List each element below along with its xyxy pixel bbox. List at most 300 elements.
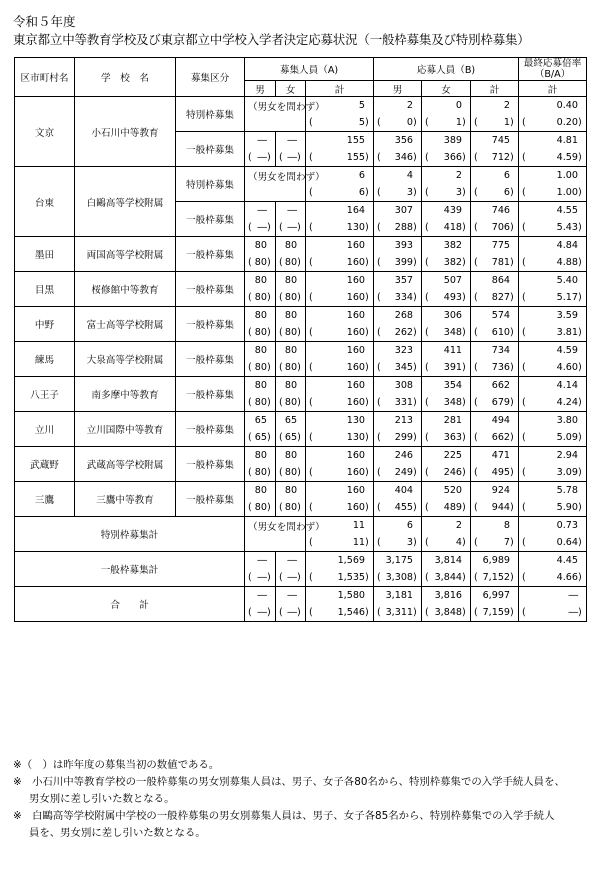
prev-cap-male [245, 429, 276, 447]
paren-close: ) [510, 397, 514, 408]
prev-app-female [422, 569, 471, 587]
district-cell [15, 447, 75, 482]
prev-cap-male-value: 80 [254, 467, 267, 478]
prev-ratio [519, 149, 587, 167]
col-app-male [374, 81, 422, 97]
paren-close: ) [297, 362, 301, 373]
paren-open: ( [248, 362, 252, 373]
cap-female [276, 202, 306, 220]
category-general: 一般枠募集 [186, 460, 234, 471]
prev-app-female [422, 394, 471, 412]
prev-cap-total [306, 464, 374, 482]
table-row [15, 412, 587, 430]
paren-open: ( [425, 432, 429, 443]
cap-total [306, 342, 374, 360]
app-total-value: 6,989 [482, 555, 511, 566]
app-female-value: 0 [455, 100, 463, 111]
prev-app-total [471, 499, 519, 517]
app-female [422, 447, 471, 465]
col-cap-total [306, 81, 374, 97]
paren-close: ) [510, 362, 514, 373]
either-label: （男女を問わず） [248, 101, 325, 113]
prev-cap-total-value: 160 [346, 292, 366, 303]
either-label: （男女を問わず） [248, 171, 325, 183]
app-female [422, 202, 471, 220]
col-ratio-label: 最終応募倍率 [523, 58, 582, 69]
prev-cap-total-value: 11 [352, 537, 366, 548]
category-cell [176, 377, 245, 412]
paren-close: ) [462, 467, 466, 478]
app-total [471, 412, 519, 430]
prev-cap-total-value: 155 [346, 152, 366, 163]
prev-ratio-value: 5.09 [556, 432, 579, 443]
cap-female-value: 80 [284, 240, 298, 251]
paren-open: ( [474, 257, 478, 268]
app-total [471, 202, 519, 220]
prev-app-total [471, 359, 519, 377]
school-cell [75, 167, 176, 237]
paren-open: ( [279, 152, 283, 163]
paren-close: ) [510, 187, 514, 198]
prev-app-total-value: 495 [491, 467, 511, 478]
prev-app-female [422, 289, 471, 307]
paren-close: ) [413, 502, 417, 513]
ratio [519, 412, 587, 430]
prev-app-total [471, 324, 519, 342]
prev-app-male-value: 288 [394, 222, 414, 233]
app-female-value: 507 [443, 275, 463, 286]
prev-cap-total [306, 569, 374, 587]
prev-app-female-value: 489 [443, 502, 463, 513]
paren-open: ( [522, 432, 526, 443]
prev-cap-female [276, 324, 306, 342]
prev-app-male [374, 324, 422, 342]
prev-app-total [471, 604, 519, 622]
paren-close: ) [365, 467, 369, 478]
prev-app-male [374, 219, 422, 237]
female-label: 女 [285, 84, 296, 96]
category-cell [176, 237, 245, 272]
app-total [471, 132, 519, 150]
paren-open: ( [425, 152, 429, 163]
paren-close: ) [413, 327, 417, 338]
prev-app-total-value: 944 [491, 502, 511, 513]
prev-cap-male [245, 149, 276, 167]
table-row [15, 97, 587, 115]
paren-close: ) [413, 117, 417, 128]
paren-open: ( [425, 572, 429, 583]
paren-close: ) [297, 222, 301, 233]
prev-app-male-value: 3,308 [385, 572, 414, 583]
paren-open: ( [248, 222, 252, 233]
paren-open: ( [425, 327, 429, 338]
ratio [519, 97, 587, 115]
prev-cap-female [276, 569, 306, 587]
district-name: 中野 [34, 320, 55, 331]
prev-cap-male-value: ― [257, 572, 267, 583]
cap-total-value: 1,580 [337, 590, 366, 601]
cap-male [245, 552, 276, 570]
paren-close: ) [267, 257, 271, 268]
special-total-label: 特別枠募集計 [100, 530, 159, 541]
app-total [471, 167, 519, 185]
blank-cell [276, 534, 306, 552]
app-female-value: 389 [443, 135, 463, 146]
paren-close: ) [413, 152, 417, 163]
app-female-value: 411 [443, 345, 463, 356]
prev-cap-female-value: 80 [284, 397, 298, 408]
paren-open: ( [309, 397, 313, 408]
prev-ratio [519, 604, 587, 622]
total-label: 計 [547, 84, 558, 96]
prev-cap-male [245, 254, 276, 272]
paren-close: ) [267, 572, 271, 583]
prev-ratio [519, 359, 587, 377]
app-male-value: 4 [406, 170, 414, 181]
prev-app-total [471, 429, 519, 447]
col-school [75, 58, 176, 97]
ratio-value: 4.84 [556, 240, 579, 251]
prev-cap-total-value: 1,546 [337, 607, 366, 618]
app-total-value: 662 [491, 380, 511, 391]
prev-cap-total [306, 604, 374, 622]
prev-app-female [422, 604, 471, 622]
prev-app-male-value: 331 [394, 397, 414, 408]
app-female [422, 377, 471, 395]
prev-ratio [519, 499, 587, 517]
cap-total-value: 130 [346, 415, 366, 426]
paren-close: ) [267, 397, 271, 408]
prev-app-total [471, 254, 519, 272]
paren-close: ) [510, 117, 514, 128]
prev-cap-male [245, 604, 276, 622]
header-row [15, 58, 587, 81]
ratio [519, 132, 587, 150]
cap-total [306, 202, 374, 220]
prev-app-male [374, 254, 422, 272]
ratio [519, 447, 587, 465]
app-male [374, 377, 422, 395]
category-general: 一般枠募集 [186, 215, 234, 226]
paren-close: ) [365, 257, 369, 268]
app-total [471, 237, 519, 255]
cap-total-value: 160 [346, 450, 366, 461]
prev-cap-total-value: 130 [346, 432, 366, 443]
cap-male-value: 80 [254, 240, 267, 251]
paren-open: ( [279, 362, 283, 373]
paren-open: ( [425, 397, 429, 408]
prev-ratio-value: 5.43 [556, 222, 579, 233]
district-name: 三鷹 [34, 495, 55, 506]
paren-close: ) [365, 222, 369, 233]
cap-total [306, 377, 374, 395]
paren-open: ( [474, 327, 478, 338]
school-cell [75, 482, 176, 517]
paren-open: ( [377, 432, 381, 443]
paren-close: ) [297, 572, 301, 583]
table-row [15, 272, 587, 290]
prev-cap-total [306, 289, 374, 307]
prev-app-total-value: 706 [491, 222, 511, 233]
prev-ratio [519, 534, 587, 552]
prev-app-total-value: 712 [491, 152, 511, 163]
paren-open: ( [522, 327, 526, 338]
ratio-value: 3.80 [556, 415, 579, 426]
cap-total [306, 552, 374, 570]
cap-female [276, 342, 306, 360]
prev-cap-male [245, 464, 276, 482]
prev-cap-total [306, 394, 374, 412]
prev-app-male-value: 3 [406, 187, 414, 198]
cap-female [276, 307, 306, 325]
paren-close: ) [510, 537, 514, 548]
prev-app-total-value: 7,152 [482, 572, 511, 583]
prev-app-male-value: 334 [394, 292, 414, 303]
cap-male-value: ― [257, 205, 267, 216]
prev-app-male [374, 394, 422, 412]
paren-open: ( [377, 572, 381, 583]
paren-open: ( [248, 397, 252, 408]
prev-app-male [374, 359, 422, 377]
paren-open: ( [279, 327, 283, 338]
paren-open: ( [377, 467, 381, 478]
paren-close: ) [578, 607, 582, 618]
prev-app-female-value: 3,848 [434, 607, 463, 618]
app-female [422, 237, 471, 255]
paren-close: ) [578, 397, 582, 408]
paren-close: ) [413, 607, 417, 618]
paren-open: ( [309, 187, 313, 198]
prev-ratio [519, 184, 587, 202]
prev-app-female-value: 418 [443, 222, 463, 233]
paren-close: ) [297, 467, 301, 478]
ratio-value: 4.14 [556, 380, 579, 391]
cap-male [245, 237, 276, 255]
prev-app-male-value: 262 [394, 327, 414, 338]
either-gender-note [245, 167, 325, 185]
district-cell [15, 377, 75, 412]
paren-open: ( [377, 222, 381, 233]
prev-cap-female-value: 80 [284, 327, 298, 338]
cap-total-value: 160 [346, 485, 366, 496]
paren-close: ) [297, 292, 301, 303]
paren-close: ) [365, 187, 369, 198]
prev-app-total-value: 7 [503, 537, 511, 548]
prev-ratio-value: 0.64 [556, 537, 579, 548]
col-cap-female [276, 81, 306, 97]
school-cell [75, 237, 176, 272]
app-total-value: 734 [491, 345, 511, 356]
prev-cap-total-value: 160 [346, 362, 366, 373]
school-name: 三鷹中等教育 [96, 495, 154, 506]
prev-app-female-value: 493 [443, 292, 463, 303]
app-total [471, 447, 519, 465]
prev-app-male-value: 249 [394, 467, 414, 478]
ratio-value: ― [568, 590, 579, 601]
cap-total-value: 160 [346, 380, 366, 391]
prev-app-total [471, 289, 519, 307]
total-row [15, 587, 587, 605]
paren-close: ) [510, 257, 514, 268]
app-total-value: 924 [491, 485, 511, 496]
paren-open: ( [474, 397, 478, 408]
prev-app-male [374, 604, 422, 622]
district-cell [15, 307, 75, 342]
prev-cap-female [276, 499, 306, 517]
prev-app-female-value: 348 [443, 397, 463, 408]
school-cell [75, 342, 176, 377]
paren-open: ( [425, 292, 429, 303]
paren-open: ( [279, 222, 283, 233]
app-female [422, 307, 471, 325]
prev-cap-female-value: 80 [284, 257, 298, 268]
prev-app-female-value: 391 [443, 362, 463, 373]
paren-open: ( [474, 362, 478, 373]
fiscal-year: 令和５年度 [13, 14, 76, 29]
school-name: 大泉高等学校附属 [86, 355, 164, 366]
prev-ratio [519, 569, 587, 587]
paren-close: ) [510, 502, 514, 513]
prev-cap-male [245, 394, 276, 412]
app-male-value: 3,175 [385, 555, 414, 566]
prev-app-female [422, 114, 471, 132]
prev-ratio-value: 4.59 [556, 152, 579, 163]
prev-app-total-value: 736 [491, 362, 511, 373]
district-name: 立川 [34, 425, 55, 436]
paren-open: ( [474, 187, 478, 198]
prev-cap-female [276, 394, 306, 412]
grand-total-label: 合 計 [110, 600, 149, 611]
app-female-value: 225 [443, 450, 463, 461]
prev-app-male [374, 114, 422, 132]
app-total-value: 494 [491, 415, 511, 426]
paren-open: ( [522, 537, 526, 548]
blank-cell [245, 114, 276, 132]
cap-male [245, 307, 276, 325]
district-name: 八王子 [30, 390, 59, 401]
cap-total [306, 412, 374, 430]
prev-ratio [519, 324, 587, 342]
table-row [15, 307, 587, 325]
prev-cap-female [276, 429, 306, 447]
paren-close: ) [462, 397, 466, 408]
app-female-value: 3,814 [434, 555, 463, 566]
school-name: 南多摩中等教育 [91, 390, 159, 401]
ratio [519, 237, 587, 255]
paren-close: ) [462, 362, 466, 373]
prev-app-total [471, 219, 519, 237]
prev-cap-female [276, 464, 306, 482]
app-total-value: 6,997 [482, 590, 511, 601]
app-female-value: 3,816 [434, 590, 463, 601]
school-name: 桜修館中等教育 [91, 285, 159, 296]
note-3-cont: 員を、男女別に差し引いた数となる。 [29, 827, 206, 839]
app-total-value: 864 [491, 275, 511, 286]
ratio [519, 272, 587, 290]
prev-app-total [471, 394, 519, 412]
cap-female [276, 447, 306, 465]
paren-close: ) [365, 572, 369, 583]
paren-open: ( [377, 257, 381, 268]
app-male-value: 246 [394, 450, 414, 461]
category-cell [176, 202, 245, 237]
app-male [374, 517, 422, 535]
paren-open: ( [248, 572, 252, 583]
male-label: 男 [255, 84, 265, 96]
paren-close: ) [365, 327, 369, 338]
app-total-value: 8 [503, 520, 511, 531]
cap-female-value: 80 [284, 380, 298, 391]
school-cell [75, 412, 176, 447]
ratio-value: 2.94 [556, 450, 579, 461]
prev-cap-total-value: 1,535 [337, 572, 366, 583]
paren-close: ) [462, 187, 466, 198]
cap-male-value: 80 [254, 450, 267, 461]
app-male [374, 342, 422, 360]
paren-open: ( [248, 607, 252, 618]
paren-close: ) [462, 502, 466, 513]
prev-cap-total [306, 219, 374, 237]
paren-open: ( [309, 467, 313, 478]
paren-open: ( [279, 292, 283, 303]
prev-app-male-value: 455 [394, 502, 414, 513]
total-row [15, 552, 587, 570]
district-name: 目黒 [34, 285, 55, 296]
paren-open: ( [377, 187, 381, 198]
col-category [176, 58, 245, 97]
paren-open: ( [474, 537, 478, 548]
prev-cap-male-value: 80 [254, 257, 267, 268]
app-female-value: 281 [443, 415, 463, 426]
app-female [422, 272, 471, 290]
prev-app-total-value: 781 [491, 257, 511, 268]
paren-close: ) [462, 292, 466, 303]
school-cell [75, 377, 176, 412]
app-female [422, 517, 471, 535]
paren-close: ) [578, 152, 582, 163]
cap-female [276, 587, 306, 605]
paren-close: ) [267, 222, 271, 233]
prev-cap-female [276, 604, 306, 622]
prev-app-male-value: 3 [406, 537, 414, 548]
paren-open: ( [248, 292, 252, 303]
cap-female [276, 482, 306, 500]
prev-cap-male-value: ― [257, 222, 267, 233]
school-cell [75, 307, 176, 342]
prev-app-female-value: 3 [455, 187, 463, 198]
prev-ratio [519, 429, 587, 447]
paren-close: ) [510, 572, 514, 583]
paren-open: ( [279, 257, 283, 268]
col-ratio [519, 58, 587, 81]
category-cell [176, 482, 245, 517]
prev-app-female [422, 464, 471, 482]
prev-cap-total [306, 149, 374, 167]
paren-open: ( [522, 257, 526, 268]
paren-close: ) [578, 502, 582, 513]
prev-ratio-value: 3.09 [556, 467, 579, 478]
blank-cell [276, 114, 306, 132]
total-label-cell [15, 552, 245, 587]
ratio [519, 587, 587, 605]
cap-male-value: ― [257, 590, 267, 601]
paren-open: ( [309, 607, 313, 618]
district-name: 文京 [34, 127, 55, 139]
paren-open: ( [474, 432, 478, 443]
category-general: 一般枠募集 [186, 320, 234, 331]
paren-open: ( [522, 572, 526, 583]
category-special: 特別枠募集 [186, 110, 234, 121]
